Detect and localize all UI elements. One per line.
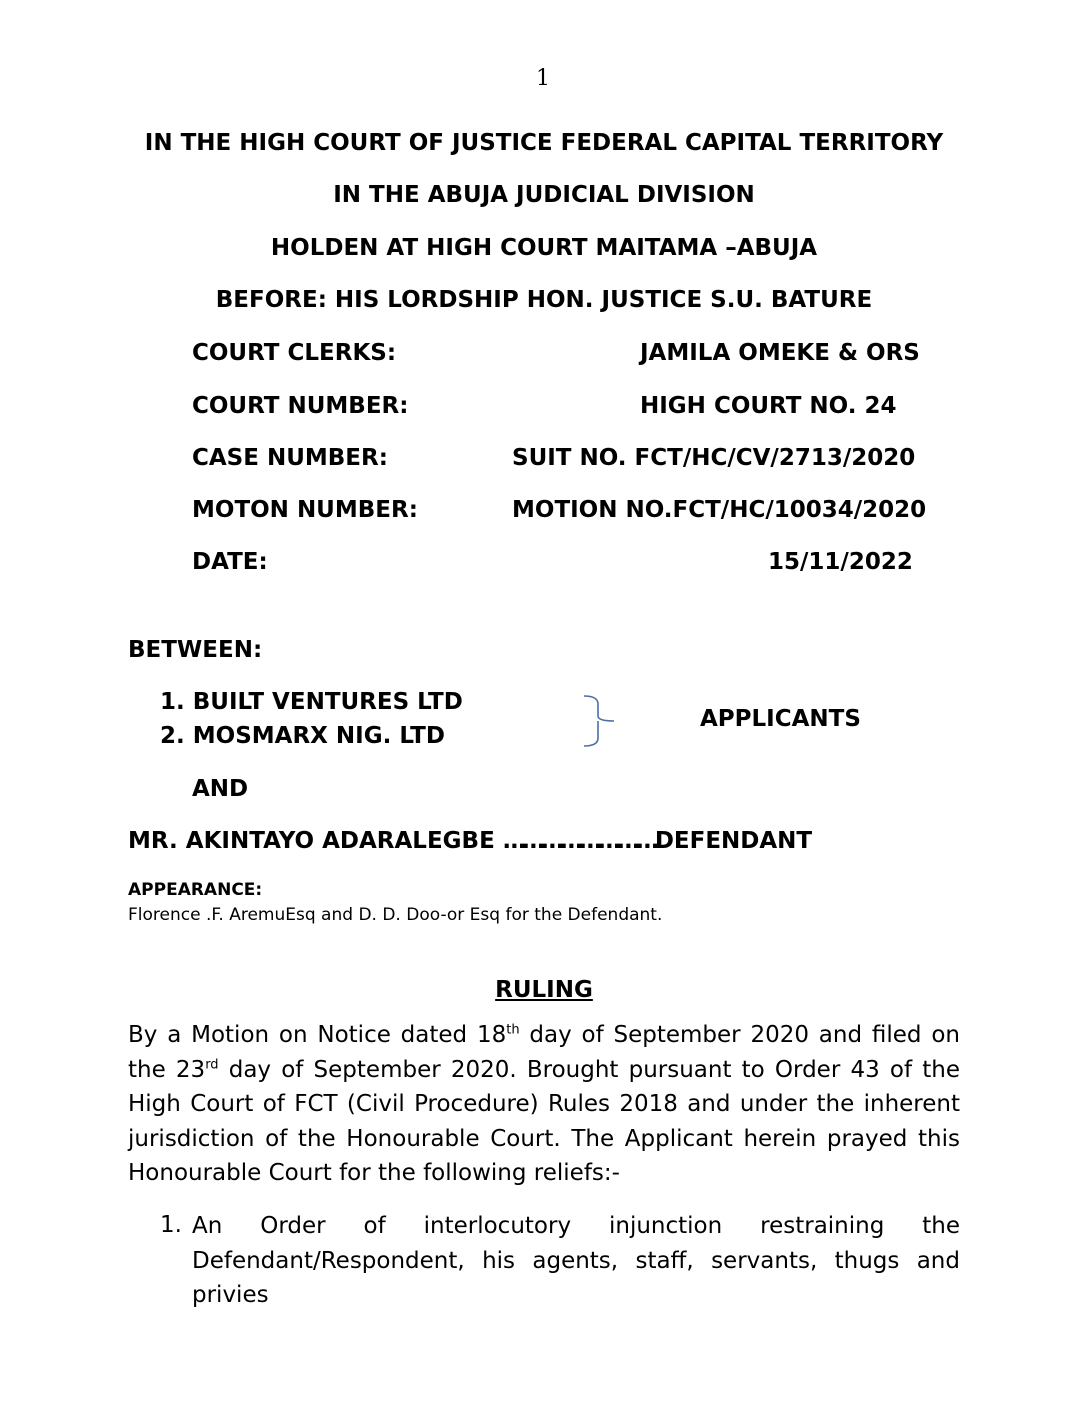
relief-number: 1. [160, 1212, 182, 1238]
before-judge: BEFORE: HIS LORDSHIP HON. JUSTICE S.U. BATURE [215, 287, 873, 313]
applicants-label: APPLICANTS [700, 706, 861, 732]
ruling-text-b: day of September 2020 and filed on the 23 [128, 1022, 960, 1083]
defendant-name: MR. AKINTAYO ADARALEGBE [128, 828, 495, 854]
motion-number-value: MOTION NO.FCT/HC/10034/2020 [512, 497, 927, 523]
defendant-line [128, 828, 812, 854]
ruling-sup-a: th [506, 1022, 520, 1038]
and-label: AND [192, 776, 249, 802]
judicial-division: IN THE ABUJA JUDICIAL DIVISION [333, 182, 755, 208]
ruling-text-c: day of September 2020. Brought pursuant to Order 43 of the High Court of FCT (Civil Procedure) Rules 2018 and under the inherent jurisdiction of the Honourable Court. The Applicant herein prayed this Honourable Court for the following reliefs:- [128, 1056, 960, 1186]
appearance-text: Florence .F. AremuEsq and D. D. Doo-or Esq for the Defendant. [128, 905, 663, 925]
case-number-label: CASE NUMBER: [192, 445, 388, 471]
holden-at: HOLDEN AT HIGH COURT MAITAMA –ABUJA [270, 235, 818, 261]
ruling-text-a: By a Motion on Notice dated 18 [128, 1022, 507, 1048]
between-label: BETWEEN: [128, 637, 263, 663]
relief-text: An Order of interlocutory injunction restraining the Defendant/Respondent, his agents, staff, servants, thugs and privies [192, 1213, 960, 1308]
ruling-sup-b: rd [205, 1056, 219, 1072]
ruling-title: RULING [495, 977, 593, 1003]
ruling-paragraph [128, 1018, 960, 1191]
motion-number-label: MOTON NUMBER: [192, 497, 418, 523]
appearance-label: APPEARANCE: [128, 880, 263, 900]
court-number-value: HIGH COURT NO. 24 [640, 393, 897, 419]
applicant-2: 2. MOSMARX NIG. LTD [160, 723, 445, 749]
defendant-dots: …………………… [502, 828, 655, 854]
court-number-label: COURT NUMBER: [192, 393, 409, 419]
defendant-label: DEFENDANT [654, 828, 813, 854]
applicant-1: 1. BUILT VENTURES LTD [160, 689, 463, 715]
date-label: DATE: [192, 549, 268, 575]
page-number: 1 [536, 66, 550, 91]
court-title: IN THE HIGH COURT OF JUSTICE FEDERAL CAPITAL TERRITORY [144, 130, 944, 156]
court-clerks-value: JAMILA OMEKE & ORS [640, 340, 920, 366]
date-value: 15/11/2022 [768, 549, 913, 575]
court-clerks-label: COURT CLERKS: [192, 340, 397, 366]
brace-icon [580, 694, 620, 748]
case-number-value: SUIT NO. FCT/HC/CV/2713/2020 [512, 445, 916, 471]
